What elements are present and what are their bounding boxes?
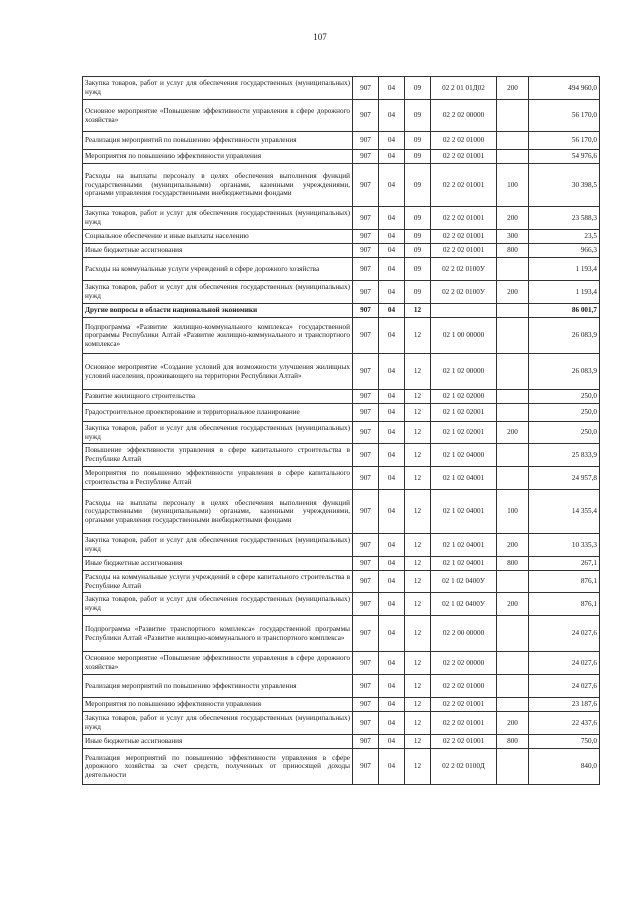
cell-name: Закупка товаров, работ и услуг для обеспечения государственных (муниципальных) нужд — [83, 77, 353, 100]
cell-target-article: 02 2 02 00000 — [431, 652, 497, 675]
cell-ministry-code: 907 — [353, 490, 379, 534]
cell-subsection: 12 — [405, 712, 431, 735]
cell-name: Закупка товаров, работ и услуг для обеспечения государственных (муниципальных) нужд — [83, 534, 353, 557]
cell-amount: 56 170,0 — [529, 132, 600, 150]
table-row — [83, 230, 600, 244]
cell-ministry-code: 907 — [353, 404, 379, 422]
page-number: 107 — [313, 32, 327, 42]
cell-section: 04 — [379, 132, 405, 150]
cell-ministry-code: 907 — [353, 675, 379, 698]
cell-name: Расходы на выплаты персоналу в целях обеспечения выполнения функций государственными (муниципальными) органами, казенными учреждениями, органами управления государственными внебюджетными фондами — [83, 490, 353, 534]
cell-expense-type — [497, 304, 529, 318]
cell-ministry-code: 907 — [353, 749, 379, 785]
cell-target-article: 02 2 02 01000 — [431, 675, 497, 698]
cell-ministry-code: 907 — [353, 304, 379, 318]
cell-amount: 840,0 — [529, 749, 600, 785]
cell-expense-type: 200 — [497, 712, 529, 735]
cell-expense-type — [497, 444, 529, 467]
cell-subsection: 12 — [405, 390, 431, 404]
cell-subsection: 12 — [405, 490, 431, 534]
cell-section: 04 — [379, 593, 405, 616]
cell-ministry-code: 907 — [353, 150, 379, 164]
table-row — [83, 444, 600, 467]
cell-section: 04 — [379, 749, 405, 785]
cell-target-article: 02 2 02 01001 — [431, 244, 497, 258]
cell-subsection: 12 — [405, 593, 431, 616]
cell-expense-type — [497, 675, 529, 698]
cell-expense-type — [497, 698, 529, 712]
cell-subsection: 09 — [405, 207, 431, 230]
cell-expense-type: 200 — [497, 422, 529, 444]
cell-expense-type — [497, 404, 529, 422]
cell-amount: 24 027,6 — [529, 616, 600, 652]
table-row — [83, 616, 600, 652]
table-row — [83, 132, 600, 150]
cell-expense-type — [497, 318, 529, 354]
cell-ministry-code: 907 — [353, 244, 379, 258]
cell-amount: 1 193,4 — [529, 258, 600, 281]
cell-name: Расходы на коммунальные услуги учреждений в сфере капитального строительства в Республике Алтай — [83, 571, 353, 593]
table-body — [83, 77, 600, 785]
cell-ministry-code: 907 — [353, 422, 379, 444]
table-row — [83, 422, 600, 444]
table-row — [83, 735, 600, 749]
cell-subsection: 09 — [405, 230, 431, 244]
table-row — [83, 304, 600, 318]
cell-subsection: 09 — [405, 77, 431, 100]
cell-name: Основное мероприятие «Создание условий для возможности улучшения жилищных условий населения, проживающего на территории Республики Алтай» — [83, 354, 353, 390]
cell-amount: 56 170,0 — [529, 100, 600, 132]
cell-subsection: 09 — [405, 281, 431, 304]
cell-expense-type: 800 — [497, 244, 529, 258]
cell-subsection: 12 — [405, 354, 431, 390]
cell-ministry-code: 907 — [353, 557, 379, 571]
cell-expense-type — [497, 467, 529, 490]
cell-target-article: 02 1 02 04001 — [431, 467, 497, 490]
cell-ministry-code: 907 — [353, 100, 379, 132]
cell-target-article: 02 1 02 0400У — [431, 593, 497, 616]
cell-name: Иные бюджетные ассигнования — [83, 735, 353, 749]
cell-section: 04 — [379, 467, 405, 490]
cell-name: Реализация мероприятий по повышению эффективности управления в сфере дорожного хозяйства за счет средств, полученных от приносящей доходы деятельности — [83, 749, 353, 785]
cell-name: Реализация мероприятий по повышению эффективности управления — [83, 675, 353, 698]
cell-amount: 10 335,3 — [529, 534, 600, 557]
cell-amount: 250,0 — [529, 390, 600, 404]
table-row — [83, 390, 600, 404]
cell-subsection: 12 — [405, 318, 431, 354]
cell-section: 04 — [379, 422, 405, 444]
cell-ministry-code: 907 — [353, 593, 379, 616]
cell-section: 04 — [379, 77, 405, 100]
cell-section: 04 — [379, 652, 405, 675]
cell-target-article: 02 2 02 00000 — [431, 100, 497, 132]
cell-ministry-code: 907 — [353, 258, 379, 281]
cell-amount: 30 398,5 — [529, 164, 600, 207]
cell-target-article: 02 2 02 01001 — [431, 712, 497, 735]
cell-target-article: 02 2 02 01000 — [431, 132, 497, 150]
cell-ministry-code: 907 — [353, 77, 379, 100]
cell-ministry-code: 907 — [353, 712, 379, 735]
cell-name: Закупка товаров, работ и услуг для обеспечения государственных (муниципальных) нужд — [83, 712, 353, 735]
table-row — [83, 100, 600, 132]
cell-target-article: 02 1 02 02000 — [431, 390, 497, 404]
table-row — [83, 281, 600, 304]
cell-section: 04 — [379, 444, 405, 467]
cell-target-article: 02 1 02 04001 — [431, 490, 497, 534]
cell-expense-type: 200 — [497, 77, 529, 100]
cell-section: 04 — [379, 244, 405, 258]
cell-expense-type — [497, 571, 529, 593]
cell-amount: 876,1 — [529, 593, 600, 616]
cell-amount: 966,3 — [529, 244, 600, 258]
cell-subsection: 12 — [405, 652, 431, 675]
table-row — [83, 207, 600, 230]
cell-subsection: 09 — [405, 244, 431, 258]
cell-target-article: 02 2 02 01001 — [431, 164, 497, 207]
cell-name: Закупка товаров, работ и услуг для обеспечения государственных (муниципальных) нужд — [83, 422, 353, 444]
table-row — [83, 593, 600, 616]
cell-name: Развитие жилищного строительства — [83, 390, 353, 404]
cell-subsection: 09 — [405, 100, 431, 132]
cell-section: 04 — [379, 354, 405, 390]
table-row — [83, 675, 600, 698]
cell-subsection: 09 — [405, 150, 431, 164]
cell-amount: 250,0 — [529, 422, 600, 444]
cell-section: 04 — [379, 281, 405, 304]
cell-subsection: 09 — [405, 258, 431, 281]
cell-section: 04 — [379, 318, 405, 354]
cell-name: Мероприятия по повышению эффективности управления в сфере капитального строительства в Республике Алтай — [83, 467, 353, 490]
cell-amount: 25 833,9 — [529, 444, 600, 467]
cell-name: Повышение эффективности управления в сфере капитального строительства в Республике Алтай — [83, 444, 353, 467]
cell-expense-type — [497, 749, 529, 785]
table-row — [83, 712, 600, 735]
cell-name: Расходы на выплаты персоналу в целях обеспечения выполнения функций государственными (муниципальными) органами, казенными учреждениями, органами управления государственными внебюджетными фондами — [83, 164, 353, 207]
cell-expense-type — [497, 354, 529, 390]
cell-amount: 1 193,4 — [529, 281, 600, 304]
table-row — [83, 467, 600, 490]
cell-amount: 23 588,3 — [529, 207, 600, 230]
cell-name: Расходы на коммунальные услуги учреждений в сфере дорожного хозяйства — [83, 258, 353, 281]
cell-amount: 23,5 — [529, 230, 600, 244]
cell-ministry-code: 907 — [353, 390, 379, 404]
cell-subsection: 09 — [405, 132, 431, 150]
cell-expense-type: 200 — [497, 534, 529, 557]
cell-expense-type: 200 — [497, 207, 529, 230]
cell-ministry-code: 907 — [353, 652, 379, 675]
cell-target-article: 02 2 00 00000 — [431, 616, 497, 652]
cell-subsection: 12 — [405, 557, 431, 571]
cell-expense-type — [497, 616, 529, 652]
cell-target-article — [431, 304, 497, 318]
cell-subsection: 12 — [405, 698, 431, 712]
cell-section: 04 — [379, 404, 405, 422]
table-row — [83, 354, 600, 390]
cell-expense-type: 100 — [497, 490, 529, 534]
cell-expense-type: 300 — [497, 230, 529, 244]
cell-ministry-code: 907 — [353, 230, 379, 244]
cell-amount: 494 960,0 — [529, 77, 600, 100]
cell-amount: 876,1 — [529, 571, 600, 593]
cell-expense-type: 200 — [497, 593, 529, 616]
cell-target-article: 02 1 02 00000 — [431, 354, 497, 390]
cell-name: Мероприятия по повышению эффективности управления — [83, 698, 353, 712]
cell-target-article: 02 1 02 02001 — [431, 404, 497, 422]
cell-amount: 24 957,8 — [529, 467, 600, 490]
cell-target-article: 02 1 02 04000 — [431, 444, 497, 467]
cell-subsection: 12 — [405, 616, 431, 652]
cell-section: 04 — [379, 304, 405, 318]
cell-section: 04 — [379, 675, 405, 698]
cell-ministry-code: 907 — [353, 132, 379, 150]
table-row — [83, 557, 600, 571]
cell-name: Реализация мероприятий по повышению эффективности управления — [83, 132, 353, 150]
cell-target-article: 02 2 01 01Д02 — [431, 77, 497, 100]
cell-subsection: 12 — [405, 749, 431, 785]
cell-subsection: 12 — [405, 571, 431, 593]
cell-section: 04 — [379, 571, 405, 593]
cell-name: Закупка товаров, работ и услуг для обеспечения государственных (муниципальных) нужд — [83, 281, 353, 304]
cell-ministry-code: 907 — [353, 354, 379, 390]
cell-subsection: 12 — [405, 675, 431, 698]
cell-expense-type — [497, 652, 529, 675]
cell-subsection: 12 — [405, 534, 431, 557]
table-row — [83, 490, 600, 534]
table-row — [83, 164, 600, 207]
cell-target-article: 02 1 00 00000 — [431, 318, 497, 354]
cell-ministry-code: 907 — [353, 467, 379, 490]
cell-section: 04 — [379, 735, 405, 749]
cell-section: 04 — [379, 557, 405, 571]
cell-target-article: 02 1 02 04001 — [431, 534, 497, 557]
table-row — [83, 534, 600, 557]
budget-table — [82, 76, 600, 785]
table-row — [83, 698, 600, 712]
table-row — [83, 652, 600, 675]
cell-ministry-code: 907 — [353, 164, 379, 207]
cell-expense-type: 800 — [497, 557, 529, 571]
cell-target-article: 02 2 02 01001 — [431, 698, 497, 712]
cell-section: 04 — [379, 490, 405, 534]
table-row — [83, 258, 600, 281]
cell-name: Основное мероприятие «Повышение эффективности управления в сфере дорожного хозяйства» — [83, 652, 353, 675]
cell-amount: 26 083,9 — [529, 354, 600, 390]
cell-amount: 267,1 — [529, 557, 600, 571]
cell-target-article: 02 2 02 0100Д — [431, 749, 497, 785]
cell-section: 04 — [379, 258, 405, 281]
cell-ministry-code: 907 — [353, 571, 379, 593]
cell-section: 04 — [379, 230, 405, 244]
cell-ministry-code: 907 — [353, 698, 379, 712]
cell-ministry-code: 907 — [353, 616, 379, 652]
cell-section: 04 — [379, 616, 405, 652]
cell-section: 04 — [379, 100, 405, 132]
cell-section: 04 — [379, 698, 405, 712]
table-row — [83, 150, 600, 164]
cell-name: Закупка товаров, работ и услуг для обеспечения государственных (муниципальных) нужд — [83, 207, 353, 230]
cell-name: Другие вопросы в области национальной экономики — [83, 304, 353, 318]
table-row — [83, 244, 600, 258]
cell-name: Градостроительное проектирование и территориальное планирование — [83, 404, 353, 422]
cell-name: Закупка товаров, работ и услуг для обеспечения государственных (муниципальных) нужд — [83, 593, 353, 616]
table-row — [83, 77, 600, 100]
cell-name: Иные бюджетные ассигнования — [83, 244, 353, 258]
cell-target-article: 02 2 02 0100У — [431, 281, 497, 304]
cell-subsection: 12 — [405, 304, 431, 318]
cell-section: 04 — [379, 164, 405, 207]
table-row — [83, 571, 600, 593]
cell-expense-type: 200 — [497, 281, 529, 304]
cell-target-article: 02 1 02 04001 — [431, 557, 497, 571]
cell-amount: 14 355,4 — [529, 490, 600, 534]
cell-expense-type — [497, 100, 529, 132]
cell-amount: 24 027,6 — [529, 652, 600, 675]
cell-ministry-code: 907 — [353, 281, 379, 304]
table-row — [83, 749, 600, 785]
cell-subsection: 12 — [405, 404, 431, 422]
cell-expense-type — [497, 132, 529, 150]
cell-target-article: 02 2 02 01001 — [431, 230, 497, 244]
cell-expense-type — [497, 390, 529, 404]
cell-section: 04 — [379, 712, 405, 735]
cell-section: 04 — [379, 150, 405, 164]
cell-ministry-code: 907 — [353, 534, 379, 557]
cell-ministry-code: 907 — [353, 444, 379, 467]
cell-subsection: 12 — [405, 422, 431, 444]
cell-amount: 250,0 — [529, 404, 600, 422]
cell-subsection: 09 — [405, 164, 431, 207]
cell-subsection: 12 — [405, 735, 431, 749]
cell-target-article: 02 2 02 0100У — [431, 258, 497, 281]
cell-amount: 86 001,7 — [529, 304, 600, 318]
cell-name: Мероприятия по повышению эффективности управления — [83, 150, 353, 164]
cell-amount: 22 437,6 — [529, 712, 600, 735]
cell-amount: 24 027,6 — [529, 675, 600, 698]
cell-expense-type: 800 — [497, 735, 529, 749]
cell-ministry-code: 907 — [353, 318, 379, 354]
cell-amount: 26 083,9 — [529, 318, 600, 354]
cell-name: Подпрограмма «Развитие жилищно-коммунального комплекса» государственной программы Республики Алтай «Развитие жилищно-коммунального и транспортного комплекса» — [83, 318, 353, 354]
cell-section: 04 — [379, 390, 405, 404]
cell-subsection: 12 — [405, 467, 431, 490]
cell-ministry-code: 907 — [353, 735, 379, 749]
cell-amount: 750,0 — [529, 735, 600, 749]
cell-target-article: 02 2 02 01001 — [431, 735, 497, 749]
cell-ministry-code: 907 — [353, 207, 379, 230]
cell-name: Основное мероприятие «Повышение эффективности управления в сфере дорожного хозяйства» — [83, 100, 353, 132]
table-row — [83, 404, 600, 422]
cell-name: Иные бюджетные ассигнования — [83, 557, 353, 571]
cell-expense-type — [497, 150, 529, 164]
cell-name: Социальное обеспечение и иные выплаты населению — [83, 230, 353, 244]
cell-target-article: 02 1 02 0400У — [431, 571, 497, 593]
cell-target-article: 02 1 02 02001 — [431, 422, 497, 444]
cell-target-article: 02 2 02 01001 — [431, 150, 497, 164]
table-row — [83, 318, 600, 354]
cell-subsection: 12 — [405, 444, 431, 467]
cell-expense-type — [497, 258, 529, 281]
cell-section: 04 — [379, 534, 405, 557]
cell-amount: 54 976,6 — [529, 150, 600, 164]
cell-target-article: 02 2 02 01001 — [431, 207, 497, 230]
cell-expense-type: 100 — [497, 164, 529, 207]
cell-section: 04 — [379, 207, 405, 230]
cell-amount: 23 187,6 — [529, 698, 600, 712]
cell-name: Подпрограмма «Развитие транспортного комплекса» государственной программы Республики Алтай «Развитие жилищно-коммунального и транспортного комплекса» — [83, 616, 353, 652]
